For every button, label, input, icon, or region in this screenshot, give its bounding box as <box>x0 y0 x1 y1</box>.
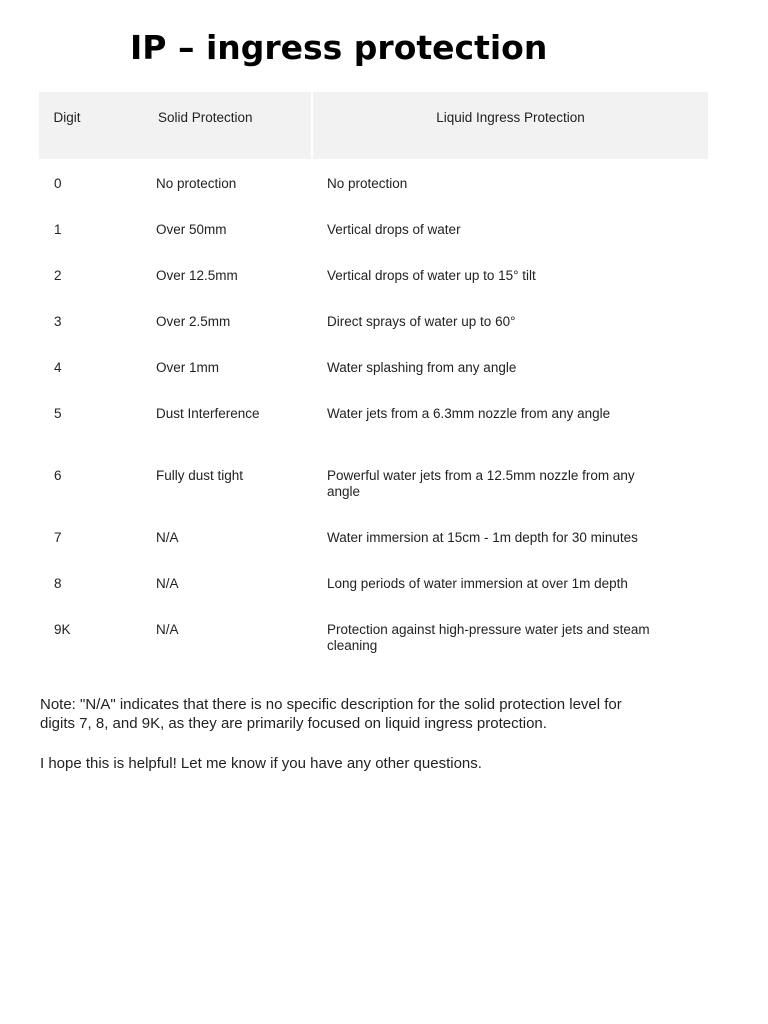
table-row <box>39 251 708 297</box>
table-body <box>39 159 708 667</box>
cell-solid: N/A <box>156 530 179 545</box>
header-liquid-label: Liquid Ingress Protection <box>436 110 585 125</box>
cell-solid: Over 50mm <box>156 222 227 237</box>
table-row <box>39 513 708 559</box>
cell-digit: 1 <box>54 222 62 237</box>
cell-liquid: No protection <box>327 176 408 191</box>
header-liquid-protection <box>312 92 708 159</box>
cell-digit: 3 <box>54 314 62 329</box>
cell-solid: Over 2.5mm <box>156 314 231 329</box>
table-row <box>39 451 708 513</box>
cell-digit: 5 <box>54 406 62 421</box>
cell-liquid: Water jets from a 6.3mm nozzle from any angle <box>327 406 611 421</box>
cell-digit: 4 <box>54 360 62 375</box>
cell-liquid: Powerful water jets from a 12.5mm nozzle from any angle <box>327 468 635 499</box>
cell-liquid: Water immersion at 15cm - 1m depth for 30 minutes <box>327 530 638 545</box>
ip-rating-table <box>39 92 708 667</box>
cell-digit: 0 <box>54 176 62 191</box>
cell-solid: Over 12.5mm <box>156 268 238 283</box>
cell-liquid: Vertical drops of water up to 15° tilt <box>327 268 536 283</box>
table-row <box>39 559 708 605</box>
cell-digit: 7 <box>54 530 62 545</box>
header-solid-protection <box>139 92 312 159</box>
cell-liquid: Long periods of water immersion at over 1m depth <box>327 576 628 591</box>
cell-solid: Fully dust tight <box>156 468 244 483</box>
cell-liquid: Direct sprays of water up to 60° <box>327 314 516 329</box>
table-row <box>39 343 708 389</box>
table-header-row <box>39 92 708 159</box>
cell-liquid: Vertical drops of water <box>327 222 461 237</box>
header-solid-label: Solid Protection <box>158 110 253 125</box>
cell-solid: N/A <box>156 576 179 591</box>
cell-digit: 8 <box>54 576 62 591</box>
cell-solid: N/A <box>156 622 179 637</box>
cell-liquid: Water splashing from any angle <box>327 360 517 375</box>
table-row <box>39 389 708 451</box>
header-digit-label: Digit <box>53 110 81 125</box>
table-row <box>39 297 708 343</box>
cell-solid: Dust Interference <box>156 406 260 421</box>
table-header <box>39 92 708 159</box>
cell-solid: No protection <box>156 176 237 191</box>
header-digit <box>39 92 139 159</box>
table-row <box>39 159 708 205</box>
cell-liquid: Protection against high-pressure water jets and steam cleaning <box>327 622 650 653</box>
cell-digit: 2 <box>54 268 62 283</box>
page-title: IP – ingress protection <box>130 28 548 67</box>
cell-digit: 9K <box>54 622 71 637</box>
table-row <box>39 605 708 667</box>
closing-paragraph: I hope this is helpful! Let me know if you have any other questions. <box>40 755 482 772</box>
cell-solid: Over 1mm <box>156 360 220 375</box>
table-row <box>39 205 708 251</box>
notes-section <box>40 695 640 794</box>
cell-digit: 6 <box>54 468 62 483</box>
note-paragraph: Note: "N/A" indicates that there is no specific description for the solid protection level for digits 7, 8, and 9K, as they are primarily focused on liquid ingress protection. <box>40 696 622 732</box>
